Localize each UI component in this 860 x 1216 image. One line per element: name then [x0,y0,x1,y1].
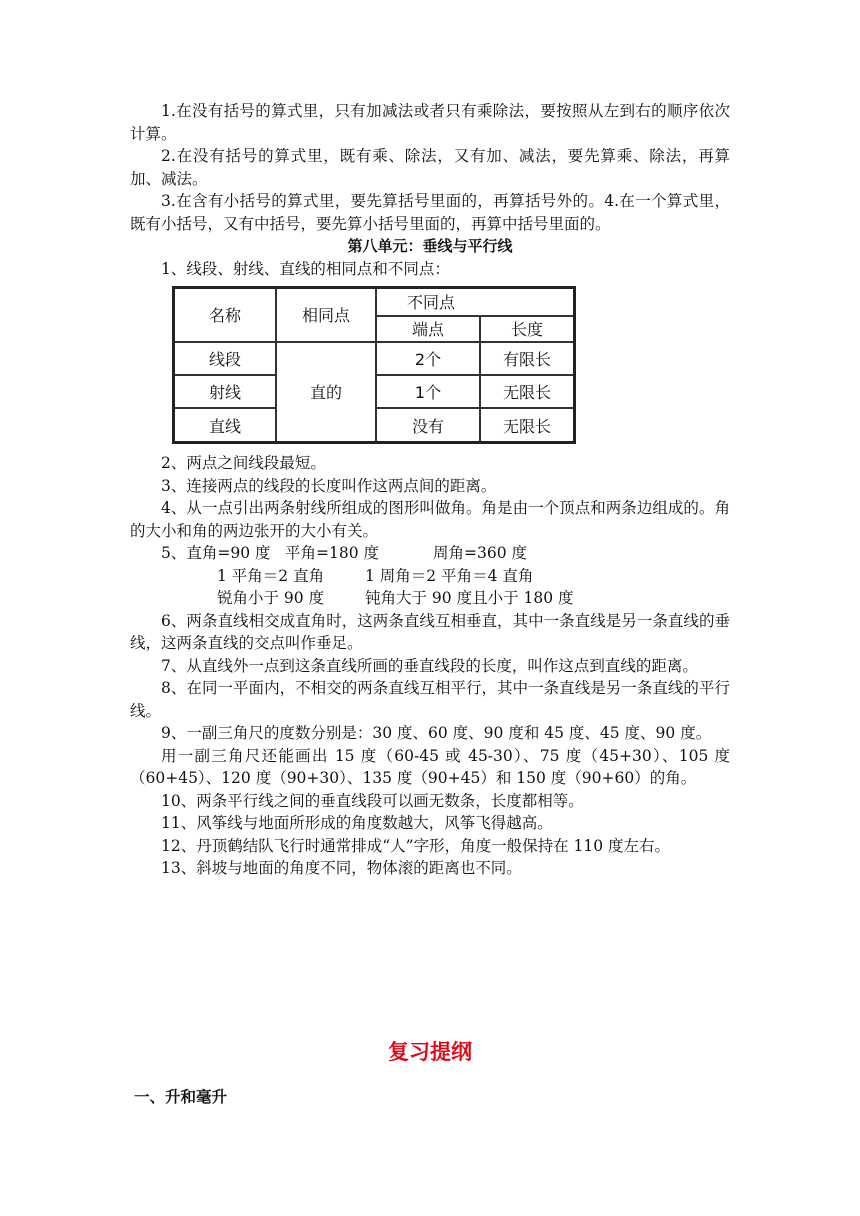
angle-acute: 锐角小于 90 度 [217,589,325,607]
th-length: 长度 [480,316,575,342]
row-ends-ray: 1个 [376,375,480,408]
th-diff: 不同点 [376,288,575,316]
th-name: 名称 [174,288,277,342]
row-name-line: 直线 [174,408,277,442]
unit8-item-9: 9、一副三角尺的度数分别是：30 度、60 度、90 度和 45 度、45 度、90 度。 [161,724,712,742]
row-length-ray: 无限长 [480,375,575,408]
review-title: 复习提纲 [388,1040,472,1064]
unit8-item-5-line1 [130,542,730,565]
comparison-table-image [172,286,580,450]
unit8-item-10: 10、两条平行线之间的垂直线段可以画无数条，长度都相等。 [161,791,584,810]
row-ends-line: 没有 [376,408,480,442]
angle-obtuse: 钝角大于 90 度且小于 180 度 [365,589,574,607]
angle-full: 周角=360 度 [433,544,527,562]
rule-2: 2.在没有括号的算式里，既有乘、除法，又有加、减法，要先算乘、除法，再算加、减法。 [130,147,730,188]
comparison-table [172,286,576,444]
angle-right: 5、直角=90 度 [161,544,271,562]
document-page [130,100,730,880]
cell-same: 直的 [276,342,376,443]
row-name-segment: 线段 [174,342,277,375]
unit8-item-4: 4、从一点引出两条射线所组成的图形叫做角。角是由一个顶点和两条边组成的。角的大小和角的两边张开的大小有关。 [130,499,730,540]
unit8-item-6: 6、两条直线相交成直角时，这两条直线互相垂直，其中一条直线是另一条直线的垂线，这两条直线的交点叫作垂足。 [130,611,730,652]
unit8-item-12: 12、丹顶鹤结队飞行时通常排成“人”字形，角度一般保持在 110 度左右。 [161,836,671,855]
row-ends-segment: 2个 [376,342,480,375]
angle-relation-1: 1 平角＝2 直角 [217,566,325,585]
angle-relation-2: 1 周角＝2 平角＝4 直角 [365,566,534,585]
unit8-item-1: 1、线段、射线、直线的相同点和不同点： [161,259,450,278]
unit8-title: 第八单元：垂线与平行线 [347,237,513,255]
row-length-segment: 有限长 [480,342,575,375]
rule-3: 3.在含有小括号的算式里，要先算括号里面的，再算括号外的。4.在一个算式里，既有小括号，又有中括号，要先算小括号里面的，再算中括号里面的。 [130,192,730,233]
angle-straight: 平角=180 度 [285,544,379,562]
row-length-line: 无限长 [480,408,575,442]
unit8-item-3: 3、连接两点的线段的长度叫作这两点间的距离。 [161,476,497,495]
unit8-item-9b: 用一副三角尺还能画出 15 度（60-45 或 45-30）、75 度（45+30）、105 度（60+45）、120 度（90+30）、135 度（90+45）和 150 度（90+60）的角。 [130,746,730,787]
unit8-item-5-line2 [130,565,730,588]
th-ends: 端点 [376,316,480,342]
unit8-item-11: 11、风筝线与地面所形成的角度数越大，风筝飞得越高。 [161,814,553,832]
review-section-1: 一、升和毫升 [134,1088,228,1106]
th-same: 相同点 [276,288,376,342]
unit8-item-5-line3 [130,587,730,610]
rule-1: 1.在没有括号的算式里，只有加减法或者只有乘除法，要按照从左到右的顺序依次计算。 [130,102,730,143]
unit8-item-7: 7、从直线外一点到这条直线所画的垂直线段的长度，叫作这点到直线的距离。 [161,656,698,675]
row-name-ray: 射线 [174,375,277,408]
unit8-item-2: 2、两点之间线段最短。 [161,454,326,472]
unit8-item-8: 8、在同一平面内，不相交的两条直线互相平行，其中一条直线是另一条直线的平行线。 [130,679,730,720]
unit8-item-13: 13、斜坡与地面的角度不同，物体滚的距离也不同。 [161,859,522,877]
